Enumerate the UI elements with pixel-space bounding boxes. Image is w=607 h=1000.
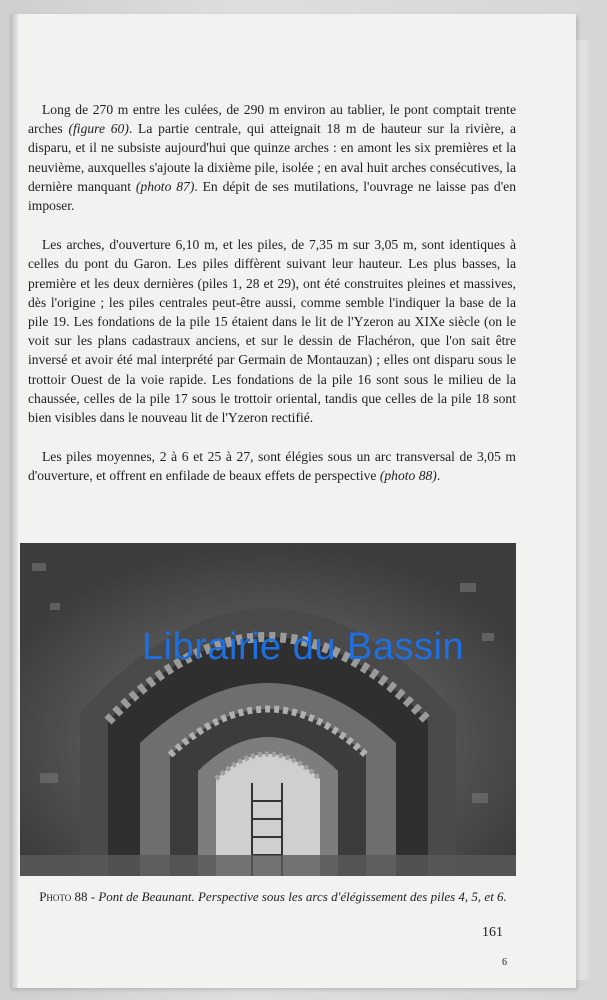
- paragraph-3: Les piles moyennes, 2 à 6 et 25 à 27, sont élégies sous un arc transversal de 3,05 m d'ouverture, et offrent en enfilade de beaux effets de perspective (photo 88).: [28, 449, 516, 484]
- paragraph-2: Les arches, d'ouverture 6,10 m, et les piles, de 7,35 m sur 3,05 m, sont identiques à celles du pont du Garon. Les piles diffèrent suivant leur hauteur. Les plus basses, la première et les deux dernières (piles 1, 28 et 29), ont été construites pleines et massives, dès l'origine ; les piles centrales peut-être aussi, comme semble l'indiquer la base de la pile 19. Les fondations de la pile 15 étaient dans le lit de l'Yzeron au XIXe siècle (on le voit sur les plans cadastraux anciens, et sur le dessin de Flachéron, que l'on sait être inversé et avoir été mal interprété par Germain de Montauzan) ; elles ont disparu sous le trottoir Ouest de la voie rapide. Les fondations de la pile 16 sont sous le milieu de la chaussée, celles de la pile 17 sous le trottoir oriental, tandis que celles de la pile 18 sont bien visibles dans le nouveau lit de l'Yzeron rectifié.: [28, 237, 516, 426]
- watermark: Librairie du Bassin: [142, 626, 465, 668]
- paragraph-1: Long de 270 m entre les culées, de 290 m environ au tablier, le pont comptait trente arches (figure 60). La partie centrale, qui atteignait 18 m de hauteur sur la rivière, a disparu, et il ne subsiste aujourd'hui que quinze arches : en amont les six premières et la neuvième, auxquelles s'ajoute la dixième pile, isolée ; en aval huit arches consécutives, la dernière manquant (photo 87). En dépit de ses mutilations, l'ouvrage ne laisse pas d'en imposer.: [28, 102, 516, 214]
- book-page: [10, 14, 576, 988]
- arches-photo-illustration: [20, 543, 516, 876]
- caption-label: Photo 88: [39, 889, 88, 904]
- photo-caption: [28, 888, 518, 905]
- signature-mark: 6: [502, 957, 507, 968]
- binding-gutter: [10, 14, 18, 988]
- body-text: [28, 100, 516, 506]
- photo-88-arches: [20, 543, 516, 876]
- caption-text: - Pont de Beaunant. Perspective sous les arcs d'élégissement des piles 4, 5, et 6.: [87, 889, 507, 904]
- page-number: 161: [482, 925, 503, 940]
